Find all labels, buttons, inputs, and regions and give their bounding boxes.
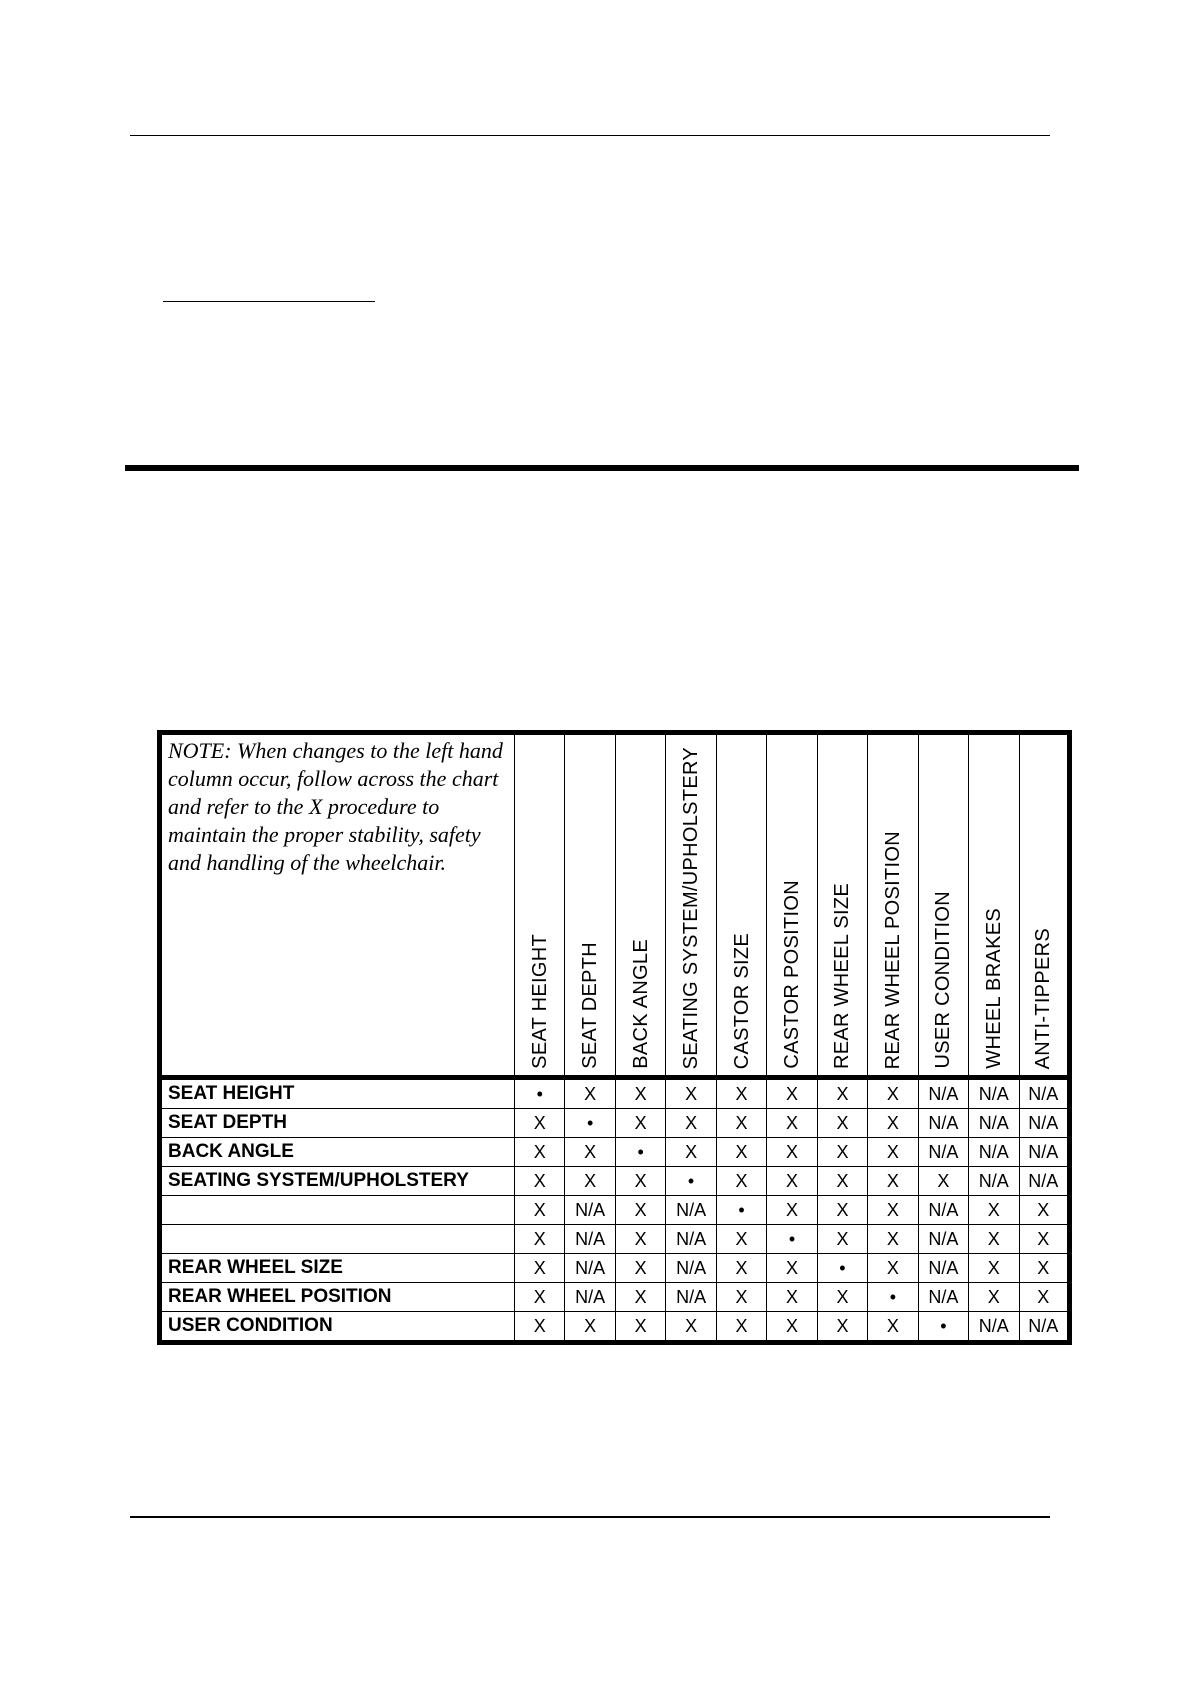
table-cell: N/A — [918, 1283, 968, 1312]
table-cell: X — [868, 1078, 918, 1109]
table-cell: X — [565, 1312, 615, 1343]
table-row — [160, 1138, 1070, 1167]
table-cell: X — [817, 1109, 867, 1138]
table-cell: X — [515, 1196, 565, 1225]
table-cell: X — [817, 1312, 867, 1343]
table-row — [160, 1109, 1070, 1138]
table-cell: X — [565, 1167, 615, 1196]
table-cell: X — [666, 1078, 716, 1109]
table-row — [160, 1078, 1070, 1109]
table-cell: N/A — [1019, 1109, 1069, 1138]
column-header-wheel-brakes — [969, 733, 1019, 1078]
table-cell: X — [1019, 1283, 1069, 1312]
table-cell: X — [615, 1254, 665, 1283]
table-cell: N/A — [565, 1283, 615, 1312]
table-row — [160, 1283, 1070, 1312]
table-cell: N/A — [1019, 1167, 1069, 1196]
table-cell: X — [817, 1283, 867, 1312]
table-cell: N/A — [565, 1196, 615, 1225]
table-row — [160, 1312, 1070, 1343]
table-cell: X — [868, 1196, 918, 1225]
table-cell: X — [615, 1225, 665, 1254]
table-cell: X — [817, 1078, 867, 1109]
table-cell: X — [615, 1167, 665, 1196]
section-divider — [125, 465, 1079, 471]
table-cell: X — [868, 1109, 918, 1138]
table-cell: N/A — [666, 1254, 716, 1283]
table-cell: N/A — [918, 1138, 968, 1167]
table-cell: • — [918, 1312, 968, 1343]
table-cell: X — [969, 1225, 1019, 1254]
table-cell: X — [515, 1138, 565, 1167]
table-cell: X — [565, 1138, 615, 1167]
note-cell: NOTE: When changes to the left hand column occur, follow across the chart and refer to the X procedure to maintain the proper stability, safety and handling of the wheelchair. — [160, 733, 515, 1078]
table-cell: N/A — [1019, 1138, 1069, 1167]
column-header-label: USER CONDITION — [932, 891, 955, 1069]
table-cell: • — [565, 1109, 615, 1138]
table-cell: N/A — [565, 1225, 615, 1254]
column-header-anti-tippers — [1019, 733, 1069, 1078]
table-cell: X — [515, 1109, 565, 1138]
table-cell: X — [716, 1138, 766, 1167]
column-header-label: SEAT DEPTH — [579, 942, 602, 1069]
table-cell: N/A — [969, 1109, 1019, 1138]
table-cell: X — [666, 1109, 716, 1138]
table-cell: X — [868, 1254, 918, 1283]
table-cell: X — [767, 1254, 817, 1283]
table-cell: N/A — [666, 1225, 716, 1254]
table-cell: • — [817, 1254, 867, 1283]
table-cell: X — [615, 1196, 665, 1225]
table-cell: X — [515, 1167, 565, 1196]
table-cell: N/A — [969, 1138, 1019, 1167]
table-cell: X — [716, 1078, 766, 1109]
table-cell: X — [615, 1078, 665, 1109]
table-row — [160, 1254, 1070, 1283]
row-label — [160, 1225, 515, 1254]
row-label — [160, 1196, 515, 1225]
table-cell: X — [969, 1196, 1019, 1225]
table-row — [160, 1225, 1070, 1254]
table-cell: X — [1019, 1225, 1069, 1254]
column-header-label: SEATING SYSTEM/UPHOLSTERY — [680, 746, 703, 1069]
table-cell: X — [767, 1078, 817, 1109]
table-cell: X — [767, 1312, 817, 1343]
table-row — [160, 1196, 1070, 1225]
table-cell: X — [716, 1225, 766, 1254]
column-header-seat-depth — [565, 733, 615, 1078]
column-header-label: REAR WHEEL SIZE — [831, 882, 854, 1069]
column-header-rear-wheel-size — [817, 733, 867, 1078]
table-cell: • — [515, 1078, 565, 1109]
header-row — [160, 733, 1070, 1078]
bottom-rule — [130, 1516, 1050, 1518]
table-cell: X — [767, 1196, 817, 1225]
table-cell: X — [868, 1167, 918, 1196]
table-cell: X — [716, 1283, 766, 1312]
table-cell: X — [1019, 1196, 1069, 1225]
row-label: SEAT DEPTH — [160, 1109, 515, 1138]
table-cell: X — [515, 1312, 565, 1343]
column-header-user-condition — [918, 733, 968, 1078]
table-cell: • — [666, 1167, 716, 1196]
table-cell: X — [716, 1167, 766, 1196]
adjustment-chart — [157, 730, 1072, 1345]
column-header-back-angle — [615, 733, 665, 1078]
table-cell: N/A — [918, 1109, 968, 1138]
table-cell: X — [767, 1283, 817, 1312]
table-cell: N/A — [969, 1078, 1019, 1109]
table-cell: X — [515, 1283, 565, 1312]
table-cell: X — [615, 1283, 665, 1312]
table-cell: N/A — [918, 1078, 968, 1109]
table-cell: N/A — [666, 1196, 716, 1225]
table-cell: X — [716, 1109, 766, 1138]
column-header-seat-height — [515, 733, 565, 1078]
column-header-label: ANTI-TIPPERS — [1032, 927, 1055, 1069]
table-cell: • — [615, 1138, 665, 1167]
column-header-label: REAR WHEEL POSITION — [881, 830, 904, 1069]
row-label: SEAT HEIGHT — [160, 1078, 515, 1109]
table-cell: X — [565, 1078, 615, 1109]
column-header-label: CASTOR POSITION — [780, 880, 803, 1069]
table-cell: X — [868, 1138, 918, 1167]
table-cell: X — [918, 1167, 968, 1196]
table-cell: • — [716, 1196, 766, 1225]
table-cell: X — [817, 1196, 867, 1225]
table-cell: X — [817, 1167, 867, 1196]
table-cell: X — [817, 1138, 867, 1167]
row-label: REAR WHEEL SIZE — [160, 1254, 515, 1283]
table-cell: X — [666, 1138, 716, 1167]
table-cell: X — [1019, 1254, 1069, 1283]
table-cell: N/A — [1019, 1078, 1069, 1109]
table-cell: X — [515, 1254, 565, 1283]
table-cell: X — [868, 1312, 918, 1343]
column-header-rear-wheel-position — [868, 733, 918, 1078]
table-cell: X — [817, 1225, 867, 1254]
column-header-castor-size — [716, 733, 766, 1078]
table-cell: X — [767, 1167, 817, 1196]
table-cell: X — [716, 1312, 766, 1343]
table-row — [160, 1167, 1070, 1196]
table-cell: X — [767, 1109, 817, 1138]
table-cell: • — [767, 1225, 817, 1254]
table-cell: X — [716, 1254, 766, 1283]
table-cell: N/A — [565, 1254, 615, 1283]
table-cell: N/A — [918, 1196, 968, 1225]
section-underline — [163, 301, 375, 302]
row-label: REAR WHEEL POSITION — [160, 1283, 515, 1312]
table-cell: X — [615, 1312, 665, 1343]
row-label: USER CONDITION — [160, 1312, 515, 1343]
table-cell: X — [868, 1225, 918, 1254]
table-cell: X — [615, 1109, 665, 1138]
table-cell: X — [969, 1283, 1019, 1312]
table-cell: N/A — [1019, 1312, 1069, 1343]
row-label: BACK ANGLE — [160, 1138, 515, 1167]
column-header-label: SEAT HEIGHT — [528, 934, 551, 1069]
table-cell: N/A — [969, 1312, 1019, 1343]
table-cell: N/A — [969, 1167, 1019, 1196]
table-cell: X — [666, 1312, 716, 1343]
table-cell: N/A — [666, 1283, 716, 1312]
table-cell: X — [767, 1138, 817, 1167]
column-header-seating-system — [666, 733, 716, 1078]
chart-body — [160, 1078, 1070, 1343]
top-rule — [130, 135, 1050, 136]
row-label: SEATING SYSTEM/UPHOLSTERY — [160, 1167, 515, 1196]
table-cell: • — [868, 1283, 918, 1312]
column-header-label: BACK ANGLE — [629, 939, 652, 1069]
table-cell: N/A — [918, 1225, 968, 1254]
column-header-label: CASTOR SIZE — [730, 932, 753, 1069]
table-cell: N/A — [918, 1254, 968, 1283]
column-header-label: WHEEL BRAKES — [982, 908, 1005, 1069]
table-cell: X — [515, 1225, 565, 1254]
column-header-castor-position — [767, 733, 817, 1078]
table-cell: X — [969, 1254, 1019, 1283]
